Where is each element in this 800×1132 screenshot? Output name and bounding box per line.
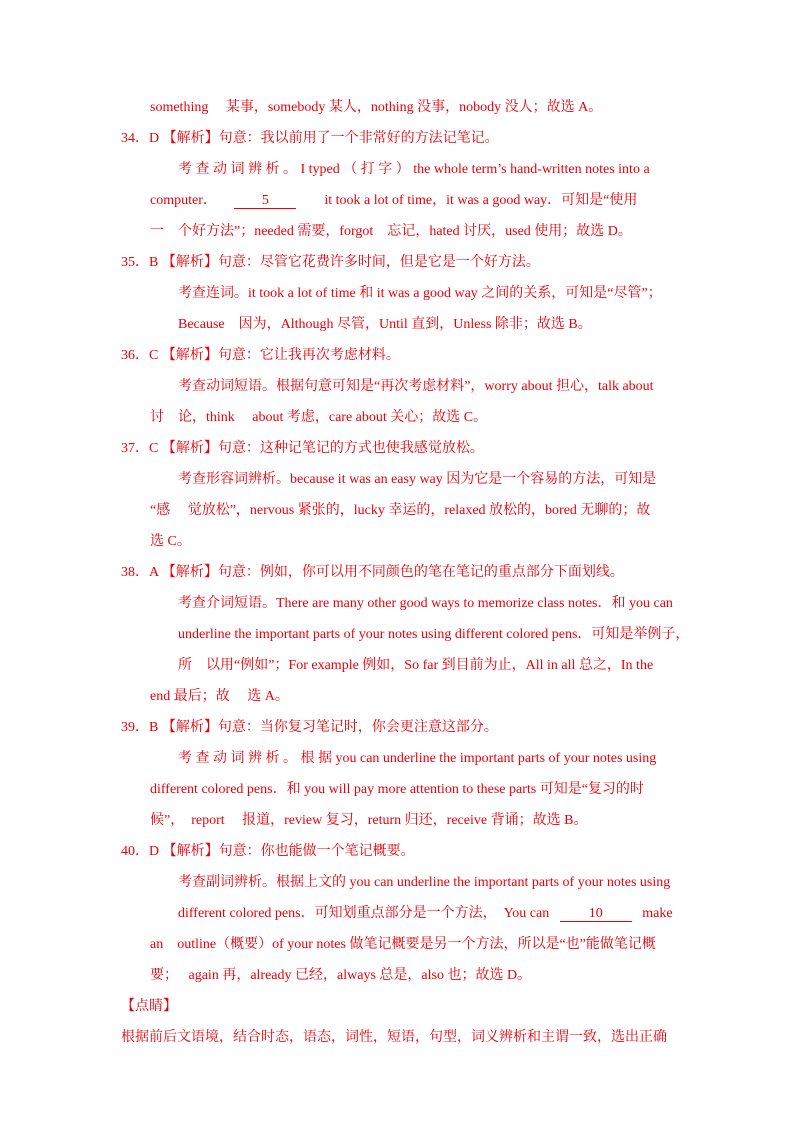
text-line: 候”， report 报道，review 复习，return 归还，receive 背诵；故选 B。 (150, 813, 588, 828)
text-line: Because 因为，Although 尽管，Until 直到，Unless 除非；故选 B。 (178, 317, 592, 332)
answer-heading-40: 40．D 【解析】句意：你也能做一个笔记概要。 (121, 844, 415, 859)
text-fragment: make (642, 906, 673, 921)
text-fragment: it took a lot of time，it was a good way．可知是“使用 (324, 193, 638, 208)
text-line (178, 905, 673, 923)
text-fragment: computer． (150, 193, 217, 208)
text-line: 一 个好方法”；needed 需要，forgot 忘记，hated 讨厌，used 使用；故选 D。 (150, 224, 632, 239)
text-line: 所 以用“例如”；For example 例如，So far 到目前为止，All in all 总之，In the (178, 658, 654, 673)
text-line (150, 192, 637, 210)
text-line: 考查连词。it took a lot of time 和 it was a good way 之间的关系，可知是“尽管”； (178, 286, 662, 301)
text-line: end 最后；故 选 A。 (150, 689, 289, 704)
text-fragment: different colored pens．可知划重点部分是一个方法， You can (178, 906, 550, 921)
text-line: 考查形容词辨析。because it was an easy way 因为它是一个容易的方法，可知是 (178, 472, 657, 487)
answer-heading-35: 35．B 【解析】句意：尽管它花费许多时间，但是它是一个好方法。 (121, 255, 540, 270)
tips-heading: 【点睛】 (121, 999, 177, 1014)
blank-10: 10 (560, 906, 632, 922)
text-line: different colored pens．和 you will pay more attention to these parts 可知是“复习的时 (150, 782, 644, 797)
text-line: 考 查 动 词 辨 析 。 I typed （ 打 字 ） the whole term’s hand-written notes into a (178, 162, 650, 177)
blank-5: 5 (234, 193, 296, 209)
text-line: 考 查 动 词 辨 析 。 根 据 you can underline the important parts of your notes using (178, 751, 657, 766)
text-line: 讨 论，think about 考虑，care about 关心；故选 C。 (150, 410, 488, 425)
answer-heading-37: 37．C 【解析】句意：这种记笔记的方式也使我感觉放松。 (121, 441, 484, 456)
text-line: an outline（概要）of your notes 做笔记概要是另一个方法，所以是“也”能做笔记概 (150, 937, 656, 952)
text-line: something 某事，somebody 某人，nothing 没事，nobody 没人；故选 A。 (150, 100, 603, 115)
text-line: “感 觉放松”，nervous 紧张的，lucky 幸运的，relaxed 放松的，bored 无聊的；故 (150, 503, 651, 518)
answer-heading-36: 36．C 【解析】句意：它让我再次考虑材料。 (121, 348, 400, 363)
text-line: 考查副词辨析。根据上文的 you can underline the important parts of your notes using (178, 875, 671, 890)
answer-heading-38: 38．A 【解析】句意：例如，你可以用不同颜色的笔在笔记的重点部分下面划线。 (121, 565, 624, 580)
text-line: 根据前后文语境，结合时态，语态，词性，短语，句型，词义辨析和主谓一致，选出正确 (121, 1030, 667, 1045)
text-line: 考查介词短语。There are many other good ways to memorize class notes．和 you can (178, 596, 673, 611)
text-line: underline the important parts of your notes using different colored pens．可知是举例子， (178, 627, 690, 642)
text-line: 选 C。 (150, 534, 191, 549)
answer-heading-34: 34．D 【解析】句意：我以前用了一个非常好的方法记笔记。 (121, 131, 499, 146)
answer-heading-39: 39．B 【解析】句意：当你复习笔记时，你会更注意这部分。 (121, 720, 498, 735)
text-line: 考查动词短语。根据句意可知是“再次考虑材料”，worry about 担心，talk about (178, 379, 654, 394)
text-line: 要； again 再，already 已经，always 总是，also 也；故选 D。 (150, 968, 532, 983)
